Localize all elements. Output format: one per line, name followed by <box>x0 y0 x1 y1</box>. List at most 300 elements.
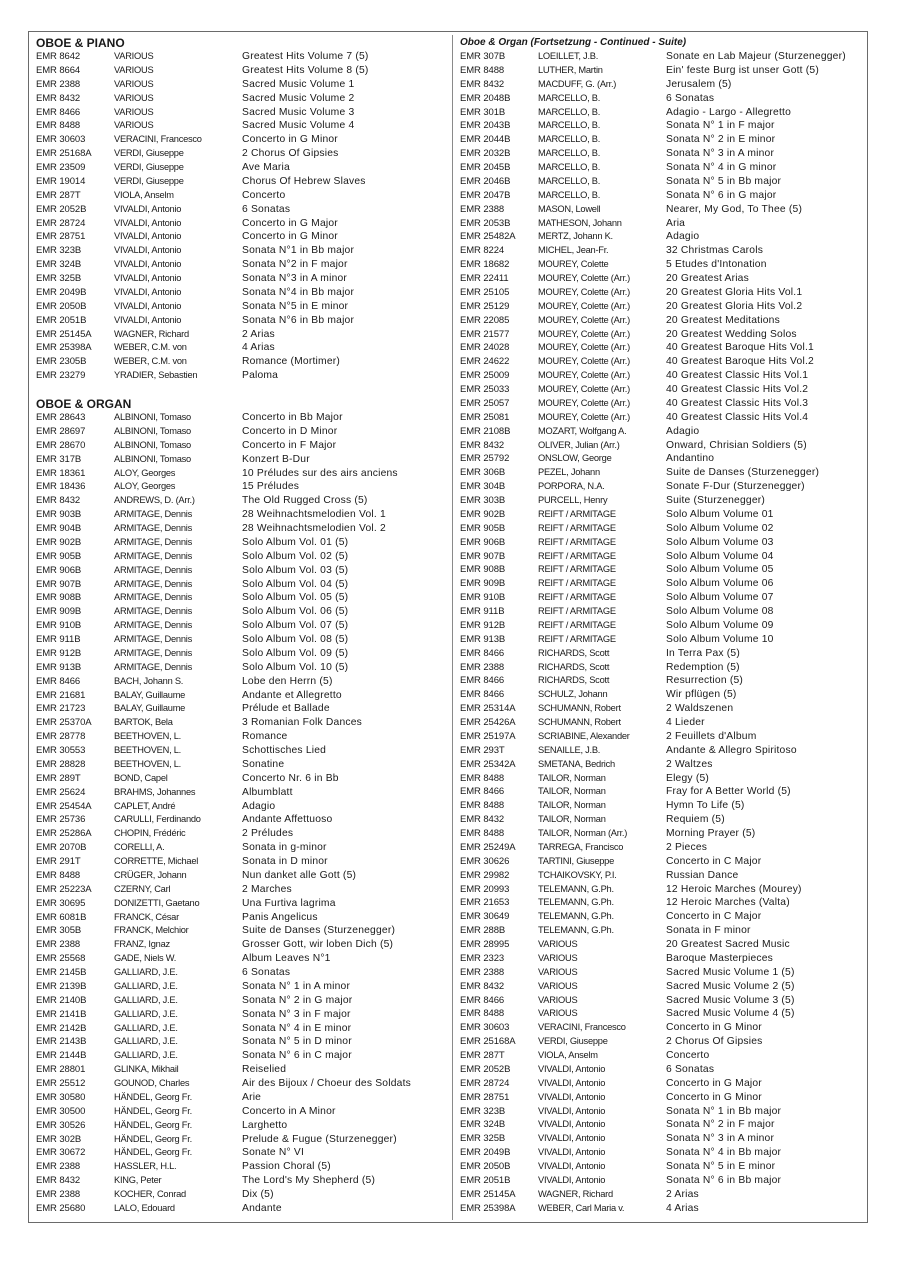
composer: VIVALDI, Antonio <box>538 1119 606 1130</box>
catalog-entry <box>460 397 864 411</box>
catalog-code: EMR 8466 <box>460 689 505 701</box>
catalog-entry <box>460 314 864 328</box>
work-title: 40 Greatest Baroque Hits Vol.1 <box>666 342 814 354</box>
catalog-entry <box>36 1008 444 1022</box>
catalog-entry <box>36 480 444 494</box>
composer: VIVALDI, Antonio <box>114 217 182 228</box>
catalog-code: EMR 8432 <box>36 92 81 104</box>
catalog-entry <box>460 994 864 1008</box>
composer: OLIVER, Julian (Arr.) <box>538 439 620 450</box>
composer: MOUREY, Colette (Arr.) <box>538 300 630 311</box>
catalog-entry <box>36 633 444 647</box>
catalog-entry <box>460 286 864 300</box>
column-divider <box>452 35 453 1220</box>
catalog-code: EMR 18436 <box>36 481 86 493</box>
composer: VIVALDI, Antonio <box>538 1133 606 1144</box>
catalog-entry <box>460 1049 864 1063</box>
composer: TARTINI, Giuseppe <box>538 855 615 866</box>
composer: VERACINI, Francesco <box>538 1022 626 1033</box>
composer: BACH, Johann S. <box>114 675 184 686</box>
catalog-entry <box>36 106 444 120</box>
work-title: The Lord's My Shepherd (5) <box>242 1175 376 1187</box>
composer: ARMITAGE, Dennis <box>114 661 192 672</box>
composer: TELEMANN, G.Ph. <box>538 925 614 936</box>
composer: HÄNDEL, Georg Fr. <box>114 1119 192 1130</box>
work-title: 12 Heroic Marches (Mourey) <box>666 883 802 895</box>
composer: MOUREY, Colette (Arr.) <box>538 286 630 297</box>
composer: VARIOUS <box>538 980 578 991</box>
catalog-entry <box>36 966 444 980</box>
catalog-entry <box>36 994 444 1008</box>
composer: VIVALDI, Antonio <box>114 203 182 214</box>
catalog-code: EMR 25792 <box>460 453 510 465</box>
catalog-entry <box>36 133 444 147</box>
work-title: Concerto in A Minor <box>242 1105 336 1117</box>
catalog-code: EMR 289T <box>36 772 81 784</box>
work-title: Nearer, My God, To Thee (5) <box>666 203 803 215</box>
work-title: Ein' feste Burg ist unser Gott (5) <box>666 64 819 76</box>
work-title: Sonata N° 6 in G major <box>666 189 777 201</box>
composer: TAILOR, Norman (Arr.) <box>538 828 628 839</box>
catalog-entry <box>460 78 864 92</box>
catalog-entry <box>460 217 864 231</box>
work-title: Panis Angelicus <box>242 911 318 923</box>
composer: ARMITAGE, Dennis <box>114 523 192 534</box>
catalog-code: EMR 25105 <box>460 286 510 298</box>
catalog-entry <box>460 383 864 397</box>
catalog-entry <box>460 1007 864 1021</box>
catalog-entry <box>36 952 444 966</box>
composer: MARCELLO, B. <box>538 175 601 186</box>
work-title: Andante et Allegretto <box>242 689 342 701</box>
catalog-entry <box>36 147 444 161</box>
work-title: Andante Affettuoso <box>242 814 333 826</box>
composer: VIVALDI, Antonio <box>114 314 182 325</box>
work-title: Larghetto <box>242 1119 288 1131</box>
composer: MARCELLO, B. <box>538 134 601 145</box>
catalog-entry <box>36 64 444 78</box>
catalog-entry <box>460 452 864 466</box>
catalog-code: EMR 22411 <box>460 273 509 285</box>
composer: ARMITAGE, Dennis <box>114 634 192 645</box>
work-title: 40 Greatest Classic Hits Vol.4 <box>666 411 809 423</box>
work-title: Onward, Chrisian Soldiers (5) <box>666 439 807 451</box>
work-title: 2 Préludes <box>242 828 294 840</box>
composer: HÄNDEL, Georg Fr. <box>114 1133 192 1144</box>
catalog-code: EMR 323B <box>36 245 82 257</box>
work-title: The Old Rugged Cross (5) <box>242 495 368 507</box>
work-title: 12 Heroic Marches (Valta) <box>666 897 790 909</box>
catalog-entry <box>36 189 444 203</box>
catalog-code: EMR 903B <box>36 509 82 521</box>
catalog-code: EMR 2144B <box>36 1050 87 1062</box>
work-title: Solo Album Volume 03 <box>666 536 774 548</box>
composer: BEETHOVEN, L. <box>114 731 182 742</box>
catalog-code: EMR 8466 <box>460 675 505 687</box>
composer: MATHESON, Johann <box>538 217 622 228</box>
catalog-code: EMR 30603 <box>460 1022 510 1034</box>
catalog-code: EMR 2051B <box>36 314 87 326</box>
catalog-code: EMR 8488 <box>460 800 505 812</box>
composer: ALOY, Georges <box>114 481 176 492</box>
composer: MARCELLO, B. <box>538 189 601 200</box>
composer: BEETHOVEN, L. <box>114 745 182 756</box>
work-title: Andantino <box>666 453 715 465</box>
composer: MOUREY, Colette (Arr.) <box>538 273 630 284</box>
catalog-entry <box>36 758 444 772</box>
catalog-code: EMR 6081B <box>36 911 87 923</box>
catalog-entry <box>36 78 444 92</box>
work-title: Sacred Music Volume 4 (5) <box>666 1008 795 1020</box>
catalog-entry <box>460 341 864 355</box>
composer: VIVALDI, Antonio <box>114 300 182 311</box>
catalog-entry <box>460 536 864 550</box>
section-heading-continued: Oboe & Organ (Fortsetzung - Continued - Suite) <box>460 37 687 48</box>
catalog-entry <box>36 883 444 897</box>
catalog-entry <box>36 980 444 994</box>
catalog-entry <box>460 466 864 480</box>
composer: CAPLET, André <box>114 800 176 811</box>
composer: CZERNY, Carl <box>114 883 171 894</box>
work-title: Arie <box>242 1091 262 1103</box>
composer: VIOLA, Anselm <box>114 189 174 200</box>
catalog-entry <box>36 744 444 758</box>
composer: KING, Peter <box>114 1175 162 1186</box>
composer: RICHARDS, Scott <box>538 661 610 672</box>
catalog-entry <box>36 425 444 439</box>
composer: ARMITAGE, Dennis <box>114 620 192 631</box>
catalog-code: EMR 8432 <box>460 78 505 90</box>
catalog-code: EMR 24622 <box>460 356 510 368</box>
work-title: Konzert B-Dur <box>242 453 310 465</box>
catalog-entry <box>460 369 864 383</box>
composer: MASON, Lowell <box>538 203 601 214</box>
catalog-entry <box>460 910 864 924</box>
catalog-entry <box>460 827 864 841</box>
catalog-code: EMR 8488 <box>36 869 81 881</box>
catalog-entry <box>460 716 864 730</box>
catalog-code: EMR 25033 <box>460 384 510 396</box>
work-title: Sonata N°3 in A minor <box>242 273 348 285</box>
composer: LOEILLET, J.B. <box>538 51 599 62</box>
work-title: Sacred Music Volume 3 <box>242 106 355 118</box>
catalog-entry <box>36 1188 444 1202</box>
catalog-entry <box>36 1077 444 1091</box>
composer: MOUREY, Colette (Arr.) <box>538 328 630 339</box>
composer: REIFT / ARMITAGE <box>538 522 616 533</box>
work-title: Prélude et Ballade <box>242 703 330 715</box>
work-title: In Terra Pax (5) <box>666 647 740 659</box>
work-title: Concerto Nr. 6 in Bb <box>242 772 339 784</box>
composer: REIFT / ARMITAGE <box>538 564 616 575</box>
catalog-entry <box>36 800 444 814</box>
composer: VERDI, Giuseppe <box>114 162 184 173</box>
catalog-code: EMR 30626 <box>460 855 510 867</box>
catalog-code: EMR 28995 <box>460 939 510 951</box>
catalog-entry <box>460 439 864 453</box>
catalog-entry <box>460 563 864 577</box>
catalog-entry <box>36 161 444 175</box>
oboe-organ-continued-list <box>460 50 864 1216</box>
work-title: Sonata N° 2 in F major <box>666 1119 775 1131</box>
work-title: Sonata N°4 in Bb major <box>242 286 355 298</box>
catalog-code: EMR 25145A <box>460 1188 516 1200</box>
composer: ALBINONI, Tomaso <box>114 412 191 423</box>
composer: VIVALDI, Antonio <box>114 245 182 256</box>
work-title: 32 Christmas Carols <box>666 245 764 257</box>
work-title: Sonata N°2 in F major <box>242 259 348 271</box>
work-title: 2 Arias <box>242 328 275 340</box>
catalog-code: EMR 2051B <box>460 1174 511 1186</box>
catalog-code: EMR 23279 <box>36 370 86 382</box>
composer: GLINKA, Mikhail <box>114 1064 179 1075</box>
catalog-entry <box>460 1160 864 1174</box>
catalog-code: EMR 2388 <box>460 203 505 215</box>
composer: RICHARDS, Scott <box>538 675 610 686</box>
composer: TCHAIKOVSKY, P.I. <box>538 869 617 880</box>
catalog-code: EMR 8432 <box>36 1175 81 1187</box>
composer: ALOY, Georges <box>114 467 176 478</box>
work-title: Sonata N° 2 in G major <box>242 994 353 1006</box>
catalog-code: EMR 905B <box>36 550 82 562</box>
work-title: Nun danket alle Gott (5) <box>242 869 357 881</box>
work-title: Sonata N° 6 in Bb major <box>666 1174 782 1186</box>
catalog-entry <box>460 966 864 980</box>
catalog-entry <box>460 355 864 369</box>
catalog-code: EMR 2388 <box>460 966 505 978</box>
catalog-entry <box>36 786 444 800</box>
catalog-entry <box>460 147 864 161</box>
catalog-entry <box>36 258 444 272</box>
composer: CRÜGER, Johann <box>114 869 187 880</box>
work-title: Solo Album Volume 06 <box>666 578 774 590</box>
work-title: Solo Album Vol. 03 (5) <box>242 564 349 576</box>
catalog-entry <box>460 272 864 286</box>
catalog-entry <box>460 702 864 716</box>
work-title: Concerto in Bb Major <box>242 412 343 424</box>
catalog-code: EMR 22085 <box>460 314 510 326</box>
catalog-entry <box>36 119 444 133</box>
work-title: 28 Weihnachtsmelodien Vol. 1 <box>242 509 386 521</box>
catalog-code: EMR 910B <box>460 592 506 604</box>
catalog-code: EMR 25482A <box>460 231 516 243</box>
composer: REIFT / ARMITAGE <box>538 633 616 644</box>
work-title: Air des Bijoux / Choeur des Soldats <box>242 1078 411 1090</box>
work-title: 20 Greatest Gloria Hits Vol.1 <box>666 286 803 298</box>
catalog-code: EMR 25168A <box>460 1036 516 1048</box>
composer: BOND, Capel <box>114 772 168 783</box>
composer: PEZEL, Johann <box>538 467 600 478</box>
catalog-entry <box>460 1077 864 1091</box>
work-title: Concerto <box>666 1050 710 1062</box>
catalog-code: EMR 2388 <box>36 1189 81 1201</box>
catalog-code: EMR 902B <box>460 508 506 520</box>
catalog-entry <box>460 522 864 536</box>
catalog-code: EMR 25370A <box>36 717 92 729</box>
composer: MACDUFF, G. (Arr.) <box>538 78 617 89</box>
catalog-entry <box>36 494 444 508</box>
catalog-code: EMR 8664 <box>36 64 81 76</box>
work-title: 40 Greatest Classic Hits Vol.3 <box>666 397 809 409</box>
catalog-entry <box>460 605 864 619</box>
catalog-entry <box>460 772 864 786</box>
composer: TELEMANN, G.Ph. <box>538 911 614 922</box>
work-title: Solo Album Vol. 05 (5) <box>242 592 349 604</box>
work-title: 2 Chorus Of Gipsies <box>242 148 339 160</box>
work-title: 2 Waldszenen <box>666 703 734 715</box>
catalog-entry <box>460 64 864 78</box>
catalog-entry <box>36 855 444 869</box>
catalog-entry <box>36 675 444 689</box>
catalog-entry <box>460 1105 864 1119</box>
catalog-code: EMR 323B <box>460 1105 506 1117</box>
catalog-entry <box>36 203 444 217</box>
catalog-entry <box>36 897 444 911</box>
section-heading-oboe-organ: OBOE & ORGAN <box>36 397 132 412</box>
catalog-entry <box>36 230 444 244</box>
work-title: Solo Album Volume 02 <box>666 522 774 534</box>
catalog-code: EMR 907B <box>460 550 506 562</box>
catalog-code: EMR 906B <box>36 564 82 576</box>
catalog-code: EMR 2388 <box>36 939 81 951</box>
catalog-code: EMR 2044B <box>460 134 511 146</box>
catalog-entry <box>460 924 864 938</box>
catalog-entry <box>460 258 864 272</box>
catalog-code: EMR 25426A <box>460 717 516 729</box>
work-title: Album Leaves N°1 <box>242 953 331 965</box>
catalog-code: EMR 288B <box>460 925 506 937</box>
composer: FRANCK, César <box>114 911 179 922</box>
composer: MARCELLO, B. <box>538 162 601 173</box>
work-title: 40 Greatest Classic Hits Vol.1 <box>666 370 809 382</box>
work-title: 28 Weihnachtsmelodien Vol. 2 <box>242 523 386 535</box>
composer: REIFT / ARMITAGE <box>538 578 616 589</box>
catalog-entry <box>36 841 444 855</box>
catalog-entry <box>460 688 864 702</box>
composer: MOUREY, Colette (Arr.) <box>538 342 630 353</box>
catalog-entry <box>36 647 444 661</box>
composer: PURCELL, Henry <box>538 495 608 506</box>
composer: VERDI, Giuseppe <box>114 148 184 159</box>
work-title: Sonata N° 5 in E minor <box>666 1161 776 1173</box>
catalog-entry <box>36 938 444 952</box>
catalog-code: EMR 28751 <box>460 1091 510 1103</box>
catalog-code: EMR 2323 <box>460 952 505 964</box>
composer: VARIOUS <box>114 78 154 89</box>
catalog-entry <box>36 1202 444 1216</box>
catalog-entry <box>36 827 444 841</box>
catalog-code: EMR 25197A <box>460 730 516 742</box>
catalog-entry <box>460 550 864 564</box>
composer: ALBINONI, Tomaso <box>114 439 191 450</box>
work-title: Dix (5) <box>242 1189 274 1201</box>
composer: GALLIARD, J.E. <box>114 967 178 978</box>
catalog-entry <box>460 869 864 883</box>
catalog-code: EMR 911B <box>460 606 505 618</box>
catalog-entry <box>36 92 444 106</box>
catalog-code: EMR 25081 <box>460 411 510 423</box>
work-title: Jerusalem (5) <box>666 78 732 90</box>
work-title: Solo Album Volume 07 <box>666 592 774 604</box>
catalog-code: EMR 324B <box>460 1119 506 1131</box>
work-title: 4 Lieder <box>666 717 705 729</box>
catalog-code: EMR 25057 <box>460 397 510 409</box>
catalog-code: EMR 8488 <box>36 120 81 132</box>
catalog-code: EMR 8466 <box>460 647 505 659</box>
composer: REIFT / ARMITAGE <box>538 550 616 561</box>
composer: SENAILLE, J.B. <box>538 744 601 755</box>
catalog-code: EMR 29982 <box>460 869 510 881</box>
composer: GALLIARD, J.E. <box>114 1036 178 1047</box>
catalog-code: EMR 2052B <box>460 1063 511 1075</box>
work-title: Baroque Masterpieces <box>666 952 774 964</box>
composer: VARIOUS <box>114 64 154 75</box>
composer: REIFT / ARMITAGE <box>538 606 616 617</box>
catalog-code: EMR 907B <box>36 578 82 590</box>
work-title: 2 Marches <box>242 883 292 895</box>
catalog-code: EMR 8432 <box>36 495 81 507</box>
catalog-entry <box>460 1035 864 1049</box>
work-title: Concerto in G Minor <box>666 1091 762 1103</box>
composer: ONSLOW, George <box>538 453 612 464</box>
catalog-code: EMR 2047B <box>460 189 511 201</box>
catalog-code: EMR 8488 <box>460 1008 505 1020</box>
work-title: Solo Album Vol. 02 (5) <box>242 550 349 562</box>
catalog-code: EMR 30672 <box>36 1147 86 1159</box>
work-title: Sonata N° 4 in E minor <box>242 1022 352 1034</box>
work-title: Reiselied <box>242 1064 287 1076</box>
catalog-code: EMR 2142B <box>36 1022 87 1034</box>
catalog-code: EMR 21681 <box>36 689 86 701</box>
work-title: Concerto in G Major <box>666 1077 762 1089</box>
catalog-code: EMR 24028 <box>460 342 510 354</box>
catalog-entry <box>460 938 864 952</box>
work-title: Fray for A Better World (5) <box>666 786 791 798</box>
section-gap <box>36 383 444 397</box>
catalog-entry <box>460 855 864 869</box>
work-title: Concerto in C Major <box>666 855 762 867</box>
catalog-entry <box>36 369 444 383</box>
catalog-code: EMR 30553 <box>36 745 86 757</box>
catalog-code: EMR 909B <box>36 606 82 618</box>
catalog-code: EMR 2388 <box>36 1161 81 1173</box>
catalog-entry <box>36 508 444 522</box>
composer: TAILOR, Norman <box>538 786 606 797</box>
composer: MOUREY, Colette (Arr.) <box>538 411 630 422</box>
composer: VARIOUS <box>538 952 578 963</box>
work-title: Suite de Danses (Sturzenegger) <box>666 467 820 479</box>
work-title: Sonata N° 4 in G minor <box>666 162 777 174</box>
work-title: Albumblatt <box>242 786 293 798</box>
composer: VIVALDI, Antonio <box>538 1161 606 1172</box>
catalog-entry <box>36 439 444 453</box>
composer: MOZART, Wolfgang A. <box>538 425 627 436</box>
catalog-code: EMR 2108B <box>460 425 511 437</box>
catalog-code: EMR 301B <box>460 106 506 118</box>
work-title: Sonata N° 1 in F major <box>666 120 775 132</box>
catalog-code: EMR 913B <box>460 633 506 645</box>
work-title: Sonata in g-minor <box>242 842 327 854</box>
work-title: Lobe den Herrn (5) <box>242 675 333 687</box>
composer: CHOPIN, Frédéric <box>114 828 186 839</box>
oboe-piano-list <box>36 50 444 383</box>
work-title: Grosser Gott, wir loben Dich (5) <box>242 939 394 951</box>
work-title: Adagio <box>666 231 700 243</box>
catalog-entry <box>460 1132 864 1146</box>
work-title: 3 Romanian Folk Dances <box>242 717 363 729</box>
work-title: Solo Album Vol. 09 (5) <box>242 647 349 659</box>
catalog-code: EMR 25314A <box>460 703 516 715</box>
